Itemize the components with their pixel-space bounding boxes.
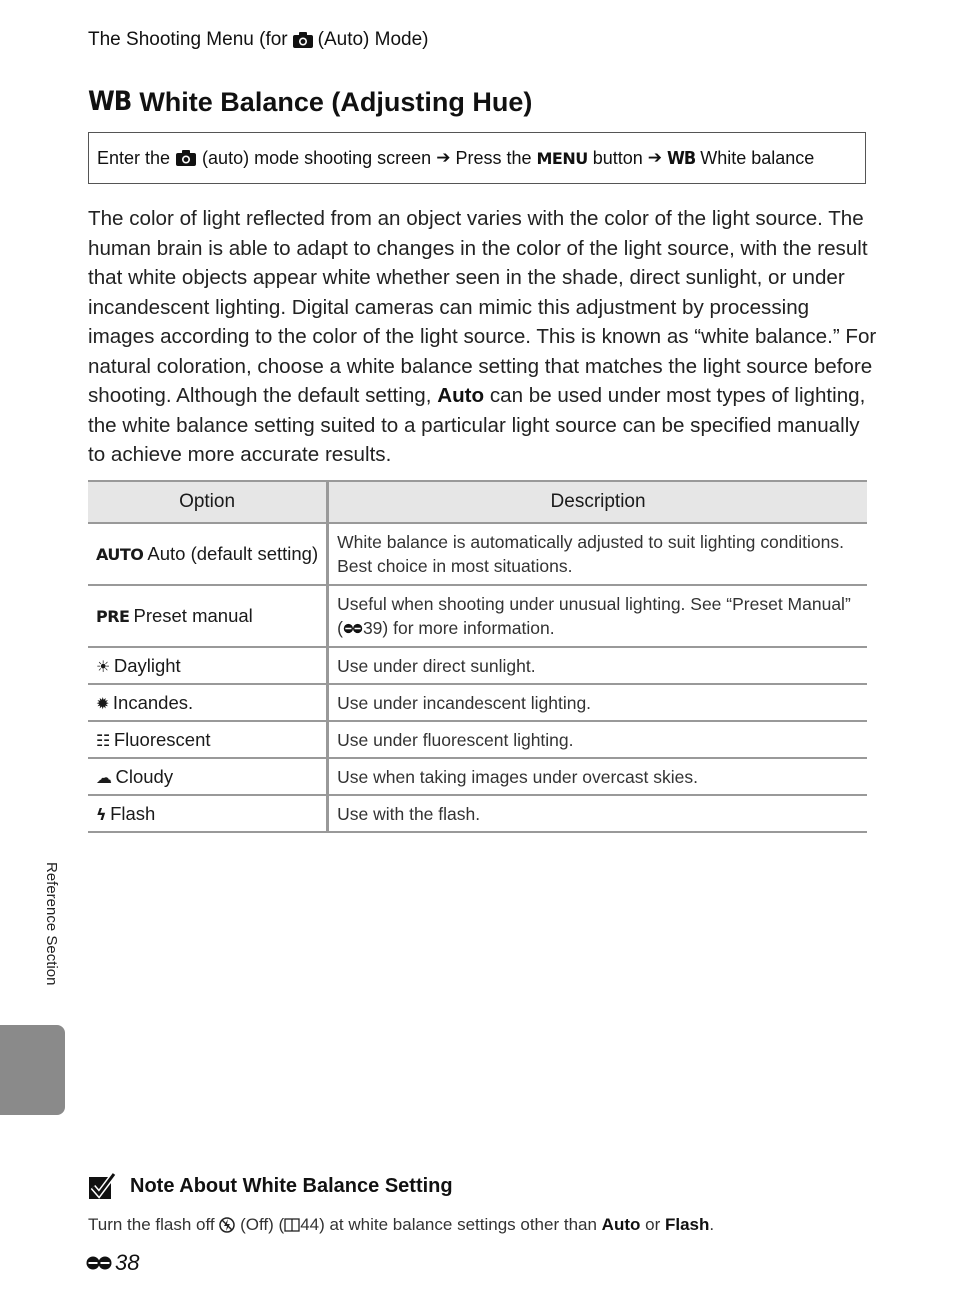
option-description: Use under fluorescent lighting.	[328, 721, 867, 758]
table-row	[88, 647, 867, 684]
running-header-prefix: The Shooting Menu (for	[88, 29, 288, 50]
flash-icon: ϟ	[96, 804, 107, 824]
reference-section-icon	[343, 622, 363, 635]
option-description: Use with the flash.	[328, 795, 867, 832]
table-header-row	[88, 481, 867, 523]
option-description	[328, 585, 867, 647]
header-description: Description	[328, 481, 867, 523]
option-description: Use under direct sunlight.	[328, 647, 867, 684]
table-row	[88, 684, 867, 721]
cloudy-icon: ☁	[96, 767, 112, 787]
intro-text-end: can be used under most types of lighting, the white balance setting suited to a particular light source can be specified manually to achieve more accurate results.	[88, 384, 866, 466]
menu-path-press: Press the	[455, 147, 532, 168]
note-text-part: .	[709, 1215, 715, 1234]
white-balance-icon: WB	[88, 86, 132, 117]
flash-off-icon	[219, 1217, 235, 1233]
option-description: White balance is automatically adjusted to suit lighting conditions. Best choice in most situations.	[328, 523, 867, 585]
white-balance-options-table	[88, 480, 867, 833]
option-label: Fluorescent	[113, 728, 211, 750]
description-text: Useful when shooting under unusual lighting. See “Preset Manual” (	[337, 594, 851, 638]
menu-path-box	[88, 132, 866, 184]
incandescent-icon: ✹	[96, 693, 109, 713]
table-row	[88, 721, 867, 758]
page-number-text: 38	[115, 1250, 140, 1275]
camera-icon	[175, 149, 197, 167]
description-text: ) for more information.	[382, 618, 555, 638]
menu-path-button: button	[592, 147, 643, 168]
option-label: Incandes.	[112, 691, 194, 713]
note-text	[88, 1212, 888, 1238]
intro-text: The color of light reflected from an object varies with the color of the light source. The human brain is able to adapt to changes in the color of the light source, with the result that white objects appear white whether seen in the shade, direct sunlight, or under incandescent lighting. Digital cameras can mimic this adjustment by processing images according to the color of the light source. This is known as “white balance.” For natural coloration, choose a white balance setting that matches the light source before shooting. Although the default setting,	[88, 207, 877, 407]
reference-section-icon	[86, 1255, 112, 1271]
preset-icon: PRE	[96, 607, 130, 626]
arrow-right-icon: ➔	[436, 148, 451, 167]
running-header	[88, 26, 429, 54]
option-label: Cloudy	[115, 765, 174, 787]
table-row	[88, 523, 867, 585]
table-row	[88, 585, 867, 647]
book-reference-icon	[284, 1218, 300, 1232]
intro-bold-auto: Auto	[437, 384, 485, 407]
note-bold-auto: Auto	[601, 1215, 641, 1234]
note-text-part: or	[645, 1215, 661, 1234]
note-title: Note About White Balance Setting	[130, 1174, 453, 1197]
option-label: Daylight	[113, 654, 181, 676]
option-description: Use when taking images under overcast skies.	[328, 758, 867, 795]
auto-icon: AUTO	[96, 545, 144, 564]
menu-path-enter: Enter the	[97, 147, 171, 168]
option-label: Flash	[110, 802, 156, 824]
note-text-part: 44) at white balance settings other than	[300, 1215, 597, 1234]
side-tab	[0, 1025, 65, 1115]
option-label: Auto (default setting)	[147, 543, 319, 564]
option-label: Preset manual	[133, 605, 253, 626]
fluorescent-icon: ☷	[96, 730, 110, 750]
menu-button-icon: MENU	[536, 148, 588, 168]
note-text-part: (Off) (	[240, 1215, 285, 1234]
note-bold-flash: Flash	[664, 1215, 710, 1234]
note-text-part: Turn the flash off	[88, 1215, 215, 1234]
note-heading	[88, 1172, 453, 1200]
checkmark-icon	[88, 1172, 116, 1200]
page-title	[88, 82, 532, 122]
running-header-suffix: (Auto) Mode)	[317, 29, 429, 50]
table-row	[88, 795, 867, 832]
menu-path-white-balance: White balance	[700, 147, 815, 168]
page-number	[86, 1250, 139, 1276]
table-row	[88, 758, 867, 795]
option-description: Use under incandescent lighting.	[328, 684, 867, 721]
page-title-text: White Balance (Adjusting Hue)	[139, 87, 533, 117]
intro-paragraph	[88, 204, 878, 470]
side-tab-label: Reference Section	[43, 862, 60, 986]
camera-icon	[292, 31, 314, 49]
description-page-ref: 39	[362, 618, 383, 638]
arrow-right-icon: ➔	[647, 148, 663, 167]
menu-path-auto-mode: (auto) mode shooting screen	[202, 147, 432, 168]
white-balance-icon: WB	[667, 147, 696, 169]
header-option: Option	[88, 481, 328, 523]
daylight-icon: ☀	[96, 656, 110, 676]
